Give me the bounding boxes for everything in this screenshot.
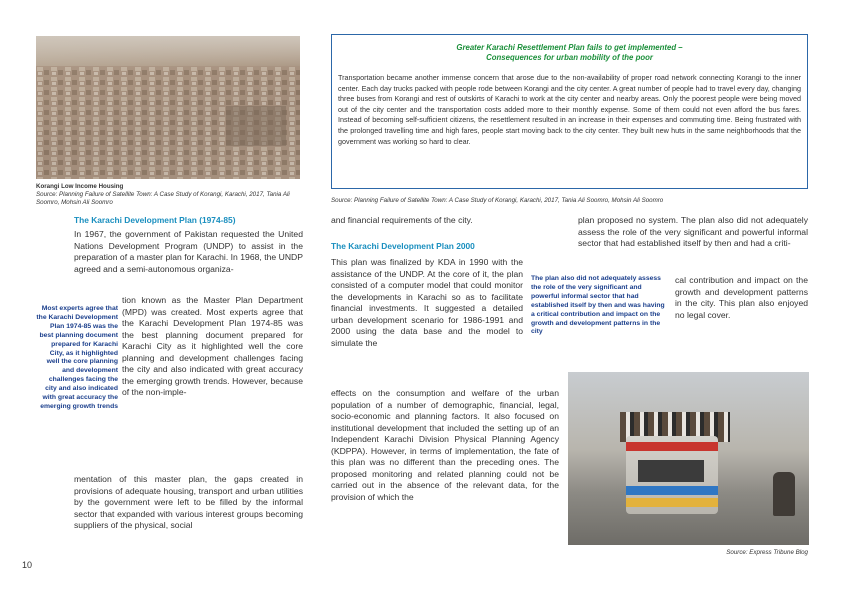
rooftops-texture [36, 36, 300, 179]
page-number: 10 [22, 560, 33, 570]
resettlement-box [331, 34, 808, 189]
bus-decor-band [626, 442, 718, 451]
section2-intro: and financial requirements of the city. [331, 215, 473, 225]
section3-text-b: cal contribution and impact on the growth and development patterns in the city. This plan also enjoyed no legal cover. [675, 275, 808, 320]
box-title [332, 43, 807, 63]
section2-pull-quote: The plan also did not adequately assess the role of the very significant and powerful informal sector that had established itself by then and was having a critical contribution and impact on the growth and development patterns in the city [531, 275, 665, 336]
box-source: Source: Planning Failure of Satellite Town: A Case Study of Korangi, Karachi, 2017, Tania Ali Soomro, Mohsin Ali Soomro [331, 197, 664, 204]
section2-text-a: This plan was finalized by KDA in 1990 with the assistance of the UNDP. At the core of it, the plan consisted of a computer model that could monitor the developments in Karachi so as to facilitate financial investments. It suggested a detailed urban development scenario for 1986-1991 and 2000 using the data base and the model to simulate the [331, 257, 523, 348]
bus-decor-band [626, 486, 718, 495]
aerial-caption-title: Korangi Low Income Housing [36, 183, 124, 190]
box-title-line1: Greater Karachi Resettlement Plan fails to get implemented – [456, 43, 683, 52]
box-body-text: Transportation became another immense concern that arose due to the non-availability of proper road network connecting Korangi to the inner center. Each day trucks packed with people rode between Korangi and the city center. A great number of people had to travel every day, changing three buses from Korangi and rest of outskirts of Karachi to work at the city center and nearby areas. Only the poorest people were being moved out of the city center and the transportation costs added more to their monthly expense. Some of them could not even afford the bus fares. Instead of becoming self-sufficient citizens, the resettlement resulted in an increase in their expenses and commuting time. Being frustrated with the prolonged travelling time and high fares, people start moving back to the city center. They built new huts in the same neighborhoods that the government was working so hard to clear. [338, 73, 801, 146]
motorcyclist [773, 472, 795, 516]
section1-heading: The Karachi Development Plan (1974-85) [74, 215, 236, 225]
korangi-aerial-photo [36, 36, 300, 179]
section3-text-a: plan proposed no system. The plan also did not adequately assess the role of the very significant and powerful informal sector that had established itself by then and had a criti- [578, 215, 808, 248]
section1-text-mid: tion known as the Master Plan Department (MPD) was created. Most experts agree that the Karachi Development Plan 1974-85 was the best planning document prepared for Karachi City as it highlighted well the core planning and development challenges facing the city and also indicated with great accuracy the emerging growth trends. However, because of the non-imple- [122, 295, 303, 397]
bus-decor-band [626, 498, 718, 507]
section1-text-top: In 1967, the government of Pakistan requested the United Nations Development Program (UNDP) to assist in the preparation of a master plan for Karachi. In 1968, the UNDP agreed and a semi-autonomous organiza- [74, 229, 303, 274]
section2-text-b: effects on the consumption and welfare of the urban population of a number of demographic, financial, legal, socio-economic and planning factors. It also focused on institutional development that included the setting up of an Independent Karachi Division Physical Planning Agency (KDPPA). However, in terms of implementation, the fate of this plan was no different than the preceding ones. The proposed monitoring and related planning could not be carried out in the absence of the relevant data, for the provision of which the [331, 388, 559, 502]
bus-photo-source: Source: Express Tribune Blog [726, 549, 808, 556]
section1-text-bottom: mentation of this master plan, the gaps created in provisions of adequate housing, transport and urban utilities by the government were left to be filled by the informal sector that expanded with various interest groups becoming suppliers of the physical, social [74, 474, 303, 530]
box-title-line2: Consequences for urban mobility of the poor [486, 53, 653, 62]
aerial-photo-caption [36, 183, 300, 207]
aerial-caption-source: Source: Planning Failure of Satellite Town: A Case Study of Korangi, Karachi, 2017, Tania Ali Soomro, Mohsin Ali Soomro [36, 191, 290, 206]
crowded-bus-photo [568, 372, 809, 545]
section2-heading: The Karachi Development Plan 2000 [331, 241, 475, 251]
bus-windshield [638, 460, 704, 482]
section1-pull-quote: Most experts agree that the Karachi Development Plan 1974-85 was the best planning document prepared for Karachi City, as it highlighted well the core planning and development challenges facing the city and also indicated with great accuracy the emerging growth trends [36, 305, 118, 410]
